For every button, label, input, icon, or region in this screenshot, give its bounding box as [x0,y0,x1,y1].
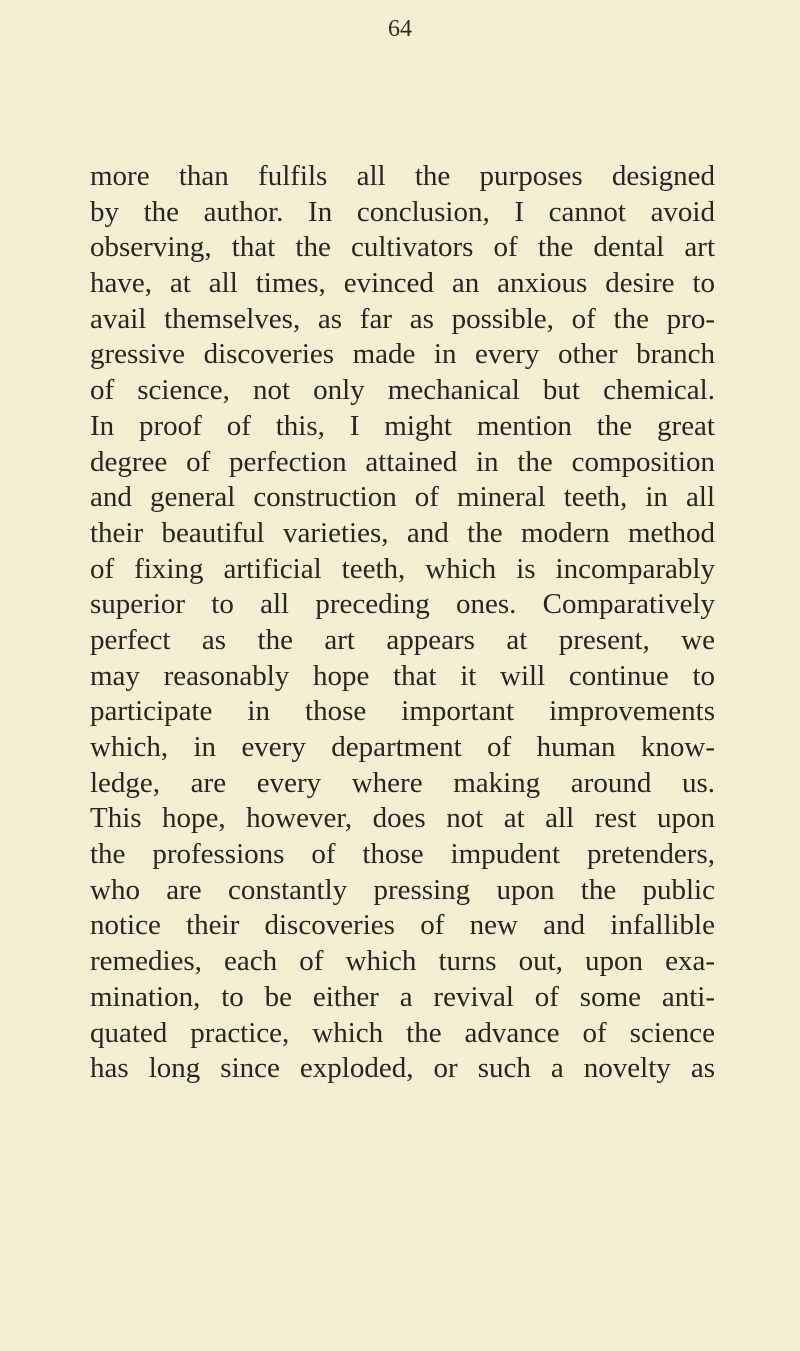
text-line: of fixing artificial teeth, which is incomparably [90,552,715,585]
page-number: 64 [388,16,412,42]
text-line: remedies, each of which turns out, upon exa- [90,945,715,978]
body-text [90,159,715,1087]
text-line: which, in every department of human know- [90,731,715,763]
text-line: of science, not only mechanical but chemical. [90,374,715,407]
text-line: the professions of those impudent pretenders, [90,838,715,871]
text-line: has long since exploded, or such a novelty as [90,1052,715,1085]
text-line: participate in those important improvements [90,695,715,728]
text-line: gressive discoveries made in every other branch [90,338,715,371]
text-line: ledge, are every where making around us. [90,766,715,799]
text-line: have, at all times, evinced an anxious desire to [90,267,715,300]
text-line: more than fulfils all the purposes designed [90,160,715,192]
text-line: This hope, however, does not at all rest upon [90,802,715,835]
text-line: observing, that the cultivators of the dental art [90,231,715,264]
text-line: superior to all preceding ones. Comparatively [90,588,715,621]
text-line: perfect as the art appears at present, we [90,623,715,656]
text-line: quated practice, which the advance of science [90,1016,715,1049]
text-line: avail themselves, as far as possible, of the pro- [90,302,715,335]
text-line: their beautiful varieties, and the modern method [90,516,715,549]
text-line: by the author. In conclusion, I cannot avoid [90,195,715,228]
text-line: In proof of this, I might mention the great [90,409,715,442]
text-line: notice their discoveries of new and infallible [90,909,715,942]
text-line: who are constantly pressing upon the public [90,873,715,906]
text-line: mination, to be either a revival of some anti- [90,980,715,1013]
text-line: degree of perfection attained in the composition [90,445,715,478]
text-line: may reasonably hope that it will continue to [90,659,715,692]
text-line: and general construction of mineral teeth, in all [90,481,715,514]
